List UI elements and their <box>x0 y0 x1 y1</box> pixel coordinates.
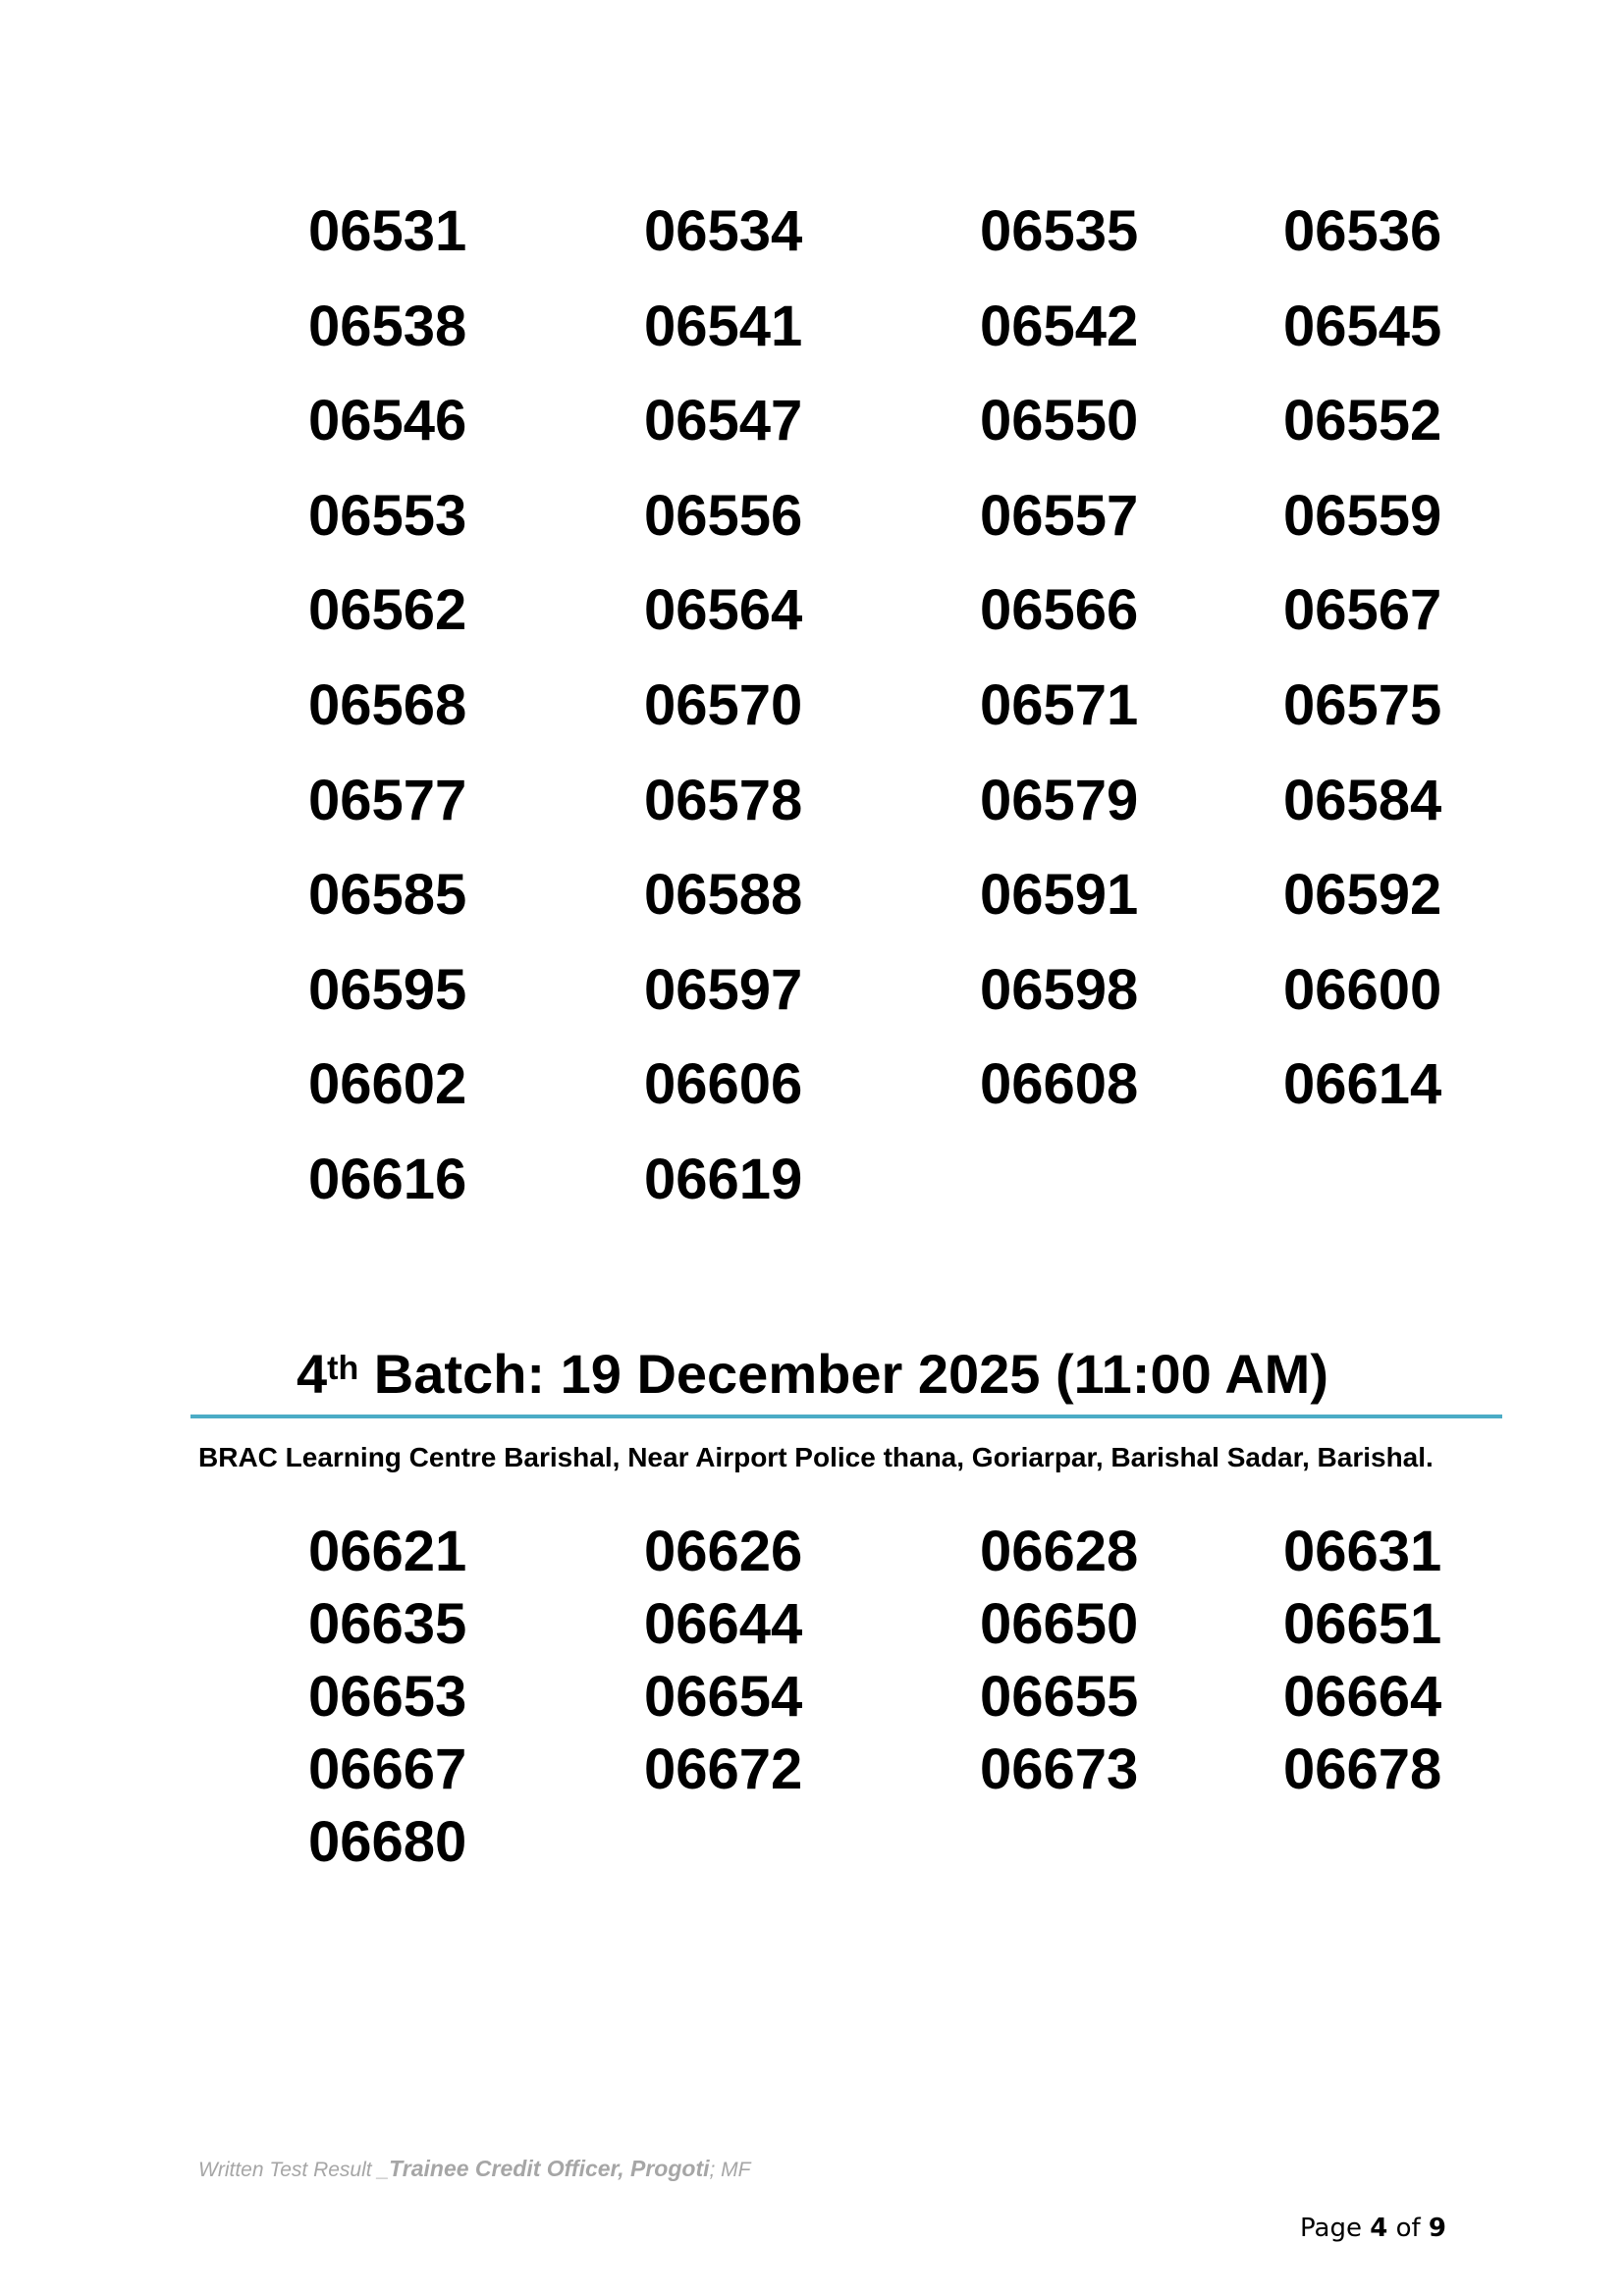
roll-number: 06619 <box>644 1147 803 1211</box>
roll-number: 06667 <box>308 1737 467 1801</box>
roll-number: 06564 <box>644 578 803 643</box>
roll-number: 06584 <box>1283 768 1442 832</box>
roll-number: 06653 <box>308 1665 467 1729</box>
roll-number: 06631 <box>1283 1520 1442 1583</box>
footer-prefix: Written Test Result _ <box>198 2159 390 2181</box>
roll-number: 06644 <box>644 1592 803 1656</box>
roll-number: 06547 <box>644 389 803 454</box>
heading-divider <box>190 1415 1502 1418</box>
roll-number: 06598 <box>980 957 1139 1022</box>
roll-number: 06571 <box>980 672 1139 737</box>
roll-number: 06602 <box>308 1052 467 1117</box>
roll-row <box>308 856 1487 951</box>
page-current: 4 <box>1370 2214 1388 2243</box>
page-of: of <box>1387 2214 1429 2243</box>
roll-number: 06588 <box>644 863 803 928</box>
roll-row <box>308 1520 1487 1592</box>
roll-number: 06567 <box>1283 578 1442 643</box>
roll-number: 06542 <box>980 294 1139 358</box>
roll-number: 06621 <box>308 1520 467 1583</box>
batch4-roll-grid <box>308 1520 1487 1883</box>
roll-number: 06597 <box>644 957 803 1022</box>
roll-number: 06595 <box>308 957 467 1022</box>
roll-number: 06553 <box>308 483 467 548</box>
footer-title: Trainee Credit Officer, Progoti <box>389 2156 710 2181</box>
batch3-roll-grid <box>308 192 1487 1236</box>
roll-number: 06664 <box>1283 1665 1442 1729</box>
roll-number: 06552 <box>1283 389 1442 454</box>
batch-ordinal-number: 4 <box>297 1343 328 1405</box>
venue-text: BRAC Learning Centre Barishal, Near Airport Police thana, Goriarpar, Barishal Sadar, Barishal. <box>198 1442 1434 1472</box>
roll-number: 06546 <box>308 389 467 454</box>
roll-number: 06556 <box>644 483 803 548</box>
roll-number: 06535 <box>980 199 1139 263</box>
roll-number: 06655 <box>980 1665 1139 1729</box>
roll-row <box>308 667 1487 762</box>
roll-number: 06538 <box>308 294 467 358</box>
roll-number: 06534 <box>644 199 803 263</box>
roll-number: 06614 <box>1283 1052 1442 1117</box>
roll-number: 06678 <box>1283 1737 1442 1801</box>
roll-number: 06531 <box>308 199 467 263</box>
page-total: 9 <box>1428 2214 1446 2243</box>
roll-row <box>308 382 1487 477</box>
batch-heading-text: Batch: 19 December 2025 (11:00 AM) <box>358 1343 1328 1405</box>
roll-number: 06616 <box>308 1147 467 1211</box>
roll-number: 06606 <box>644 1052 803 1117</box>
roll-number: 06550 <box>980 389 1139 454</box>
roll-number: 06654 <box>644 1665 803 1729</box>
roll-number: 06579 <box>980 768 1139 832</box>
roll-number: 06651 <box>1283 1592 1442 1656</box>
roll-number: 06541 <box>644 294 803 358</box>
batch-ordinal-suffix: th <box>327 1350 359 1387</box>
roll-number: 06575 <box>1283 672 1442 737</box>
roll-number: 06608 <box>980 1052 1139 1117</box>
roll-number: 06577 <box>308 768 467 832</box>
roll-number: 06570 <box>644 672 803 737</box>
roll-number: 06672 <box>644 1737 803 1801</box>
roll-row <box>308 951 1487 1046</box>
roll-number: 06568 <box>308 672 467 737</box>
roll-number: 06545 <box>1283 294 1442 358</box>
batch-heading <box>297 1337 1328 1412</box>
roll-number: 06673 <box>980 1737 1139 1801</box>
roll-number: 06566 <box>980 578 1139 643</box>
footer-suffix: ; MF <box>709 2159 751 2181</box>
roll-number: 06578 <box>644 768 803 832</box>
roll-number: 06626 <box>644 1520 803 1583</box>
roll-number: 06680 <box>308 1810 467 1874</box>
roll-number: 06559 <box>1283 483 1442 548</box>
roll-row <box>308 571 1487 667</box>
roll-row <box>308 477 1487 572</box>
roll-number: 06562 <box>308 578 467 643</box>
roll-row <box>308 288 1487 383</box>
page-number <box>1300 2211 1446 2246</box>
roll-row <box>308 1045 1487 1141</box>
roll-row <box>308 1665 1487 1737</box>
roll-row <box>308 192 1487 288</box>
roll-row <box>308 1592 1487 1665</box>
footer-note <box>198 2154 751 2185</box>
roll-number: 06591 <box>980 863 1139 928</box>
roll-row <box>308 1141 1487 1236</box>
roll-number: 06628 <box>980 1520 1139 1583</box>
roll-number: 06557 <box>980 483 1139 548</box>
roll-number: 06585 <box>308 863 467 928</box>
roll-row <box>308 762 1487 857</box>
roll-number: 06635 <box>308 1592 467 1656</box>
roll-row <box>308 1737 1487 1810</box>
roll-number: 06600 <box>1283 957 1442 1022</box>
roll-number: 06536 <box>1283 199 1442 263</box>
roll-number: 06650 <box>980 1592 1139 1656</box>
roll-number: 06592 <box>1283 863 1442 928</box>
page-label: Page <box>1300 2214 1371 2243</box>
roll-row <box>308 1810 1487 1883</box>
